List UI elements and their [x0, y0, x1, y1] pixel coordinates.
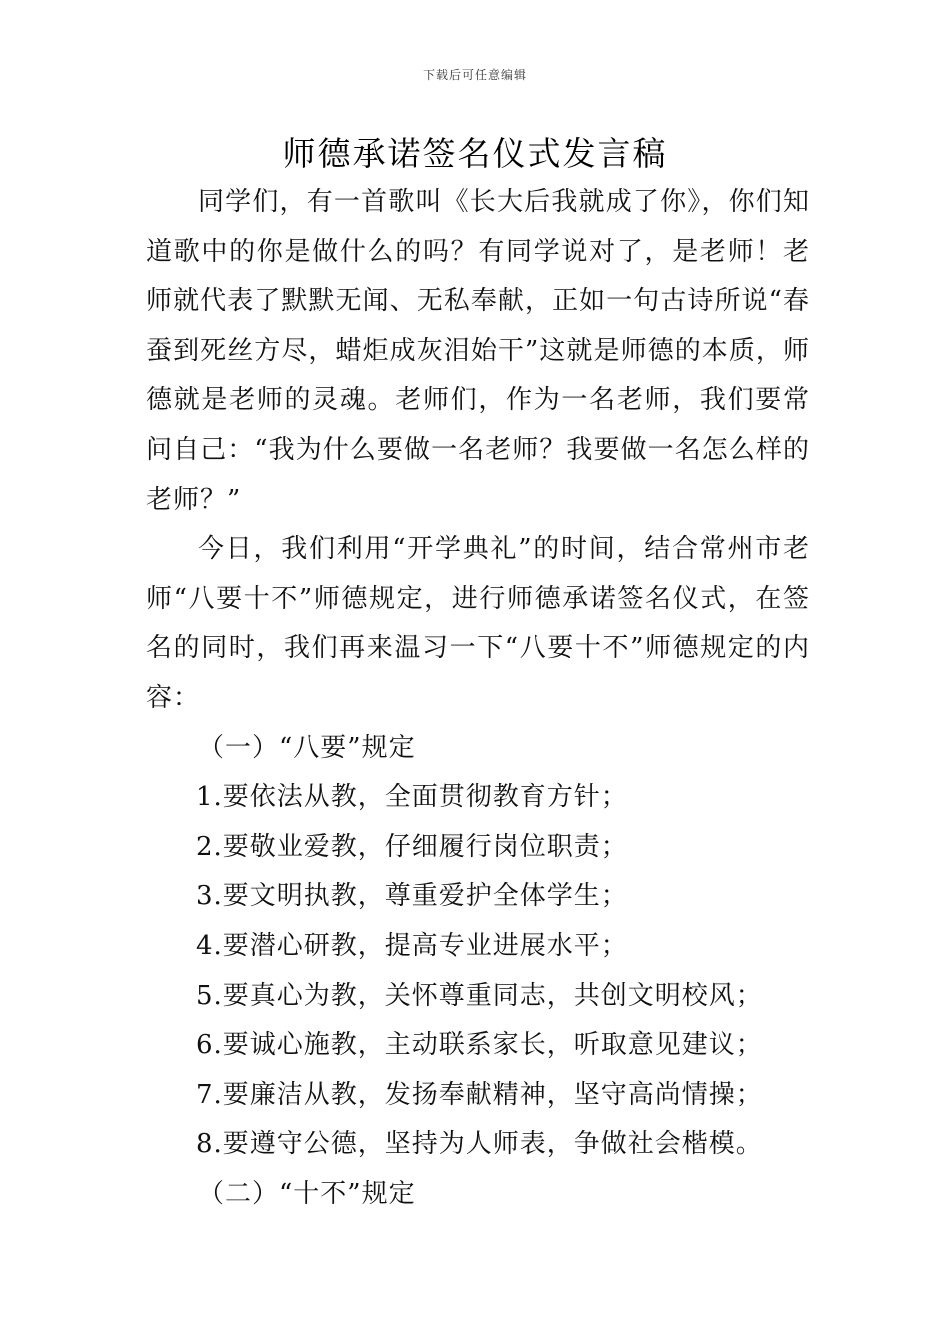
list-item: 4.要潜心研教，提高专业进展水平； [196, 930, 628, 961]
paragraph-intro: 同学们，有一首歌叫《长大后我就成了你》，你们知道歌中的你是做什么的吗？有同学说对了，是老师！老师就代表了默默无闻、无私奉献，正如一句古诗所说“春蚕到死丝方尽，蜡炬成灰泪始干”这就是师德的本质，师德就是老师的灵魂。老师们，作为一名老师，我们要常问自己：“我为什么要做一名老师？我要做一名怎么样的老师？” [146, 187, 810, 515]
list-item: 8.要遵守公德，坚持为人师表，争做社会楷模。 [196, 1129, 763, 1160]
eight-musts-list [146, 773, 810, 1170]
document-body [146, 178, 810, 1219]
list-item: 2.要敬业爱教，仔细履行岗位职责； [196, 831, 628, 862]
list-item: 5.要真心为教，关怀尊重同志，共创文明校风； [196, 980, 763, 1011]
list-item: 1.要依法从教，全面贯彻教育方针； [196, 782, 628, 813]
list-item: 3.要文明执教，尊重爱护全体学生； [196, 881, 628, 912]
section-heading-ten-donts: （二）“十不”规定 [198, 1178, 416, 1209]
list-item: 6.要诚心施教，主动联系家长，听取意见建议； [196, 1030, 763, 1061]
list-item: 7.要廉洁从教，发扬奉献精神，坚守高尚情操； [196, 1079, 763, 1110]
paragraph-purpose: 今日，我们利用“开学典礼”的时间，结合常州市老师“八要十不”师德规定，进行师德承诺签名仪式，在签名的同时，我们再来温习一下“八要十不”师德规定的内容： [146, 534, 810, 713]
header-note: 下载后可任意编辑 [422, 68, 527, 82]
document-title: 师德承诺签名仪式发言稿 [282, 134, 668, 173]
section-heading-eight-musts: （一）“八要”规定 [198, 732, 416, 763]
